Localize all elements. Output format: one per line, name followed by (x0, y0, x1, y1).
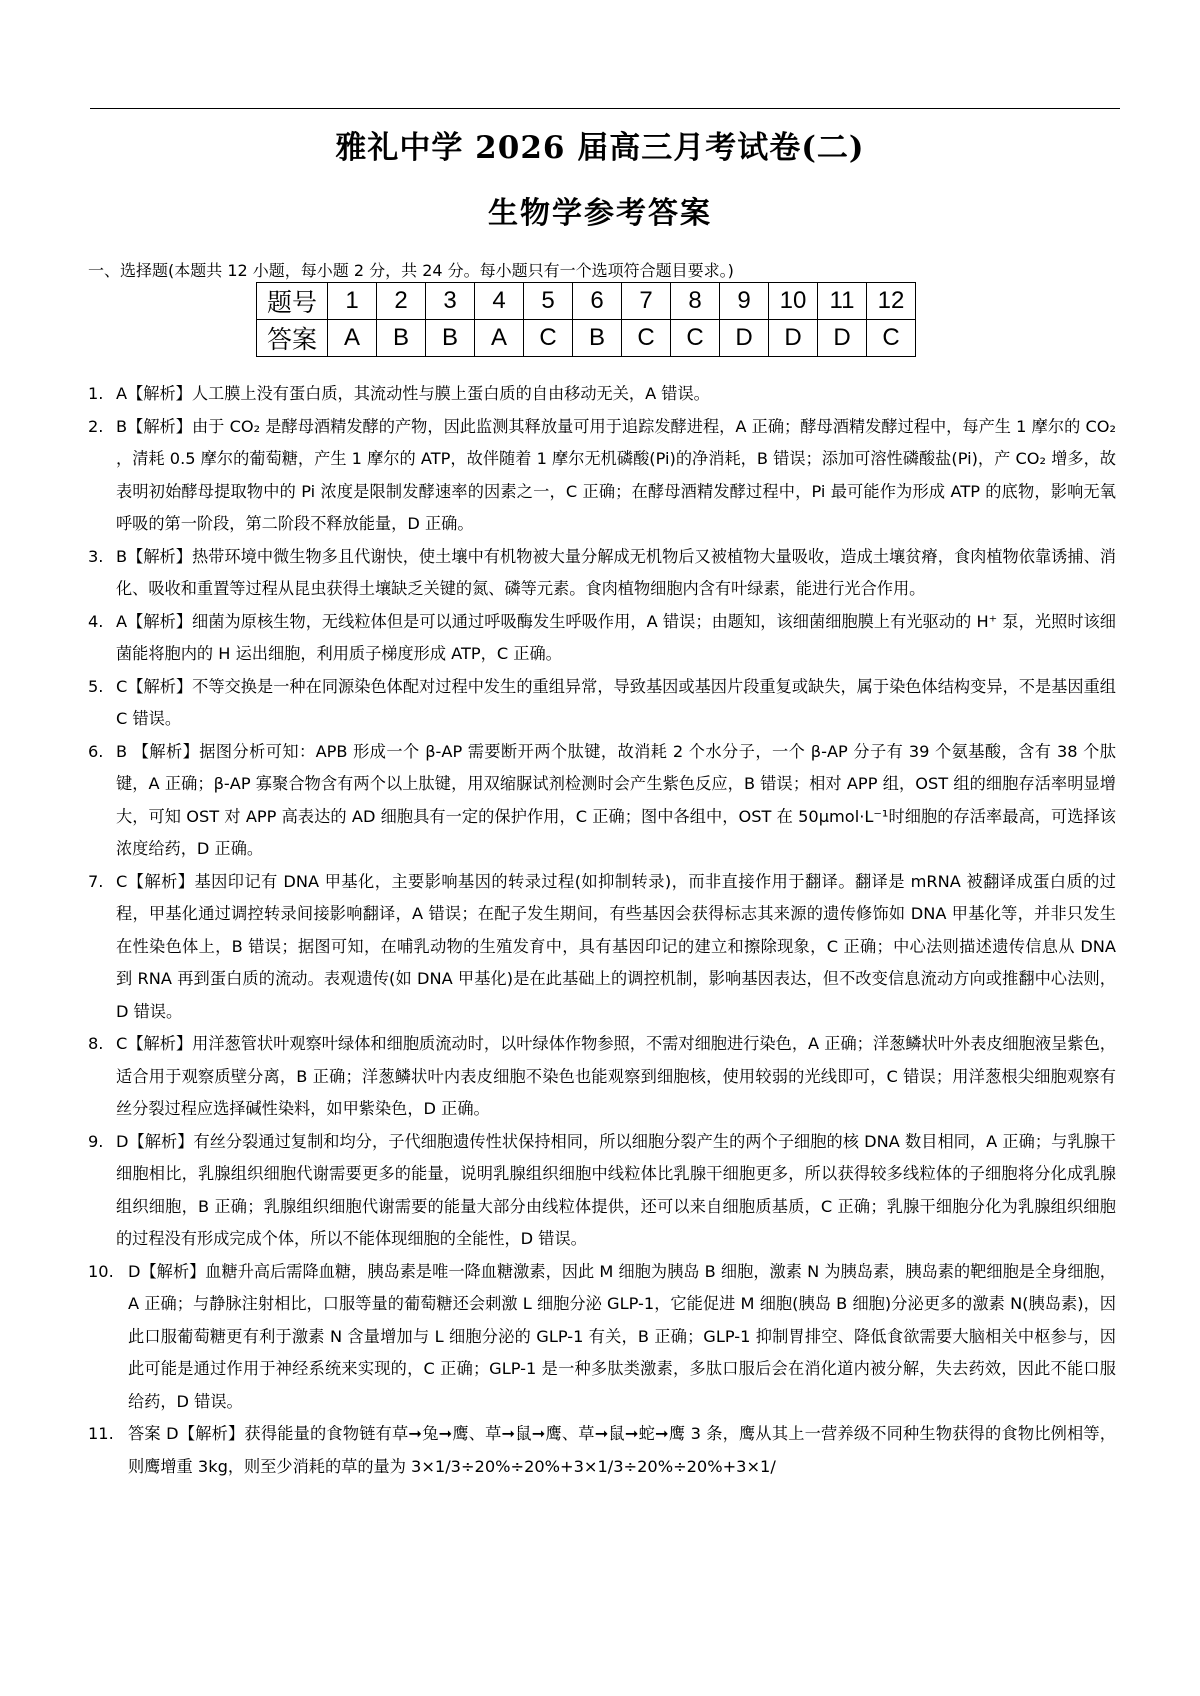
item-text: C【解析】用洋葱管状叶观察叶绿体和细胞质流动时，以叶绿体作物参照，不需对细胞进行染色，A 正确；洋葱鳞状叶外表皮细胞液呈紫色，适合用于观察质壁分离，B 正确；洋葱鳞状叶内表皮细胞不染色也能观察到细胞核，使用较弱的光线即可，C 错误；用洋葱根尖细胞观察有丝分裂过程应选择碱性染料，如甲紫染色，D 正确。 (116, 1034, 1116, 1118)
explanation-item (88, 1418, 1116, 1483)
answer-cell: D (769, 320, 818, 357)
row-label-answer: 答案 (257, 320, 328, 357)
answer-cell: B (377, 320, 426, 357)
question-number: 10 (769, 283, 818, 320)
item-number: 9. (88, 1131, 104, 1151)
question-number: 1 (328, 283, 377, 320)
explanation-item (88, 411, 1116, 541)
explanation-item (88, 866, 1116, 1029)
answer-cell: D (818, 320, 867, 357)
item-number: 1. (88, 384, 104, 403)
item-number: 5. (88, 676, 104, 696)
explanation-item (88, 1256, 1116, 1419)
answer-cell: C (524, 320, 573, 357)
question-number: 2 (377, 283, 426, 320)
answer-cell: C (867, 320, 916, 357)
item-number: 10. (88, 1261, 114, 1281)
item-text: D【解析】有丝分裂通过复制和均分，子代细胞遗传性状保持相同，所以细胞分裂产生的两个子细胞的核 DNA 数目相同，A 正确；与乳腺干细胞相比，乳腺组织细胞代谢需要更多的能量，说明乳腺组织细胞中线粒体比乳腺干细胞更多，所以获得较多线粒体的子细胞将分化成乳腺组织细胞，B 正确；乳腺组织细胞代谢需要的能量大部分由线粒体提供，还可以来自细胞质基质，C 正确；乳腺干细胞分化为乳腺组织细胞的过程没有形成完成个体，所以不能体现细胞的全能性，D 错误。 (116, 1131, 1116, 1248)
question-number-row (257, 283, 916, 320)
item-text: B 【解析】据图分析可知：APB 形成一个 β-AP 需要断开两个肽键，故消耗 2 个水分子，一个 β-AP 分子有 39 个氨基酸，含有 38 个肽键，A 正确；β-AP 寡聚合物含有两个以上肽键，用双缩脲试剂检测时会产生紫色反应，B 错误；相对 APP 组，OST 组的细胞存活率明显增大，可知 OST 对 APP 高表达的 AD 细胞具有一定的保护作用，C 正确；图中各组中，OST 在 50μmol·L⁻¹时细胞的存活率最高，可选择该浓度给药，D 正确。 (116, 741, 1117, 858)
item-text: B【解析】热带环境中微生物多且代谢快，使土壤中有机物被大量分解成无机物后又被植物大量吸收，造成土壤贫瘠，食肉植物依靠诱捕、消化、吸收和重置等过程从昆虫获得土壤缺乏关键的氮、磷等元素。食肉植物细胞内含有叶绿素，能进行光合作用。 (116, 546, 1116, 598)
item-text: C【解析】不等交换是一种在同源染色体配对过程中发生的重组异常，导致基因或基因片段重复或缺失，属于染色体结构变异，不是基因重组 C 错误。 (116, 676, 1116, 728)
item-text: C【解析】基因印记有 DNA 甲基化，主要影响基因的转录过程(如抑制转录)，而非直接作用于翻译。翻译是 mRNA 被翻译成蛋白质的过程，甲基化通过调控转录间接影响翻译，A 错误；在配子发生期间，有些基因会获得标志其来源的遗传修饰如 DNA 甲基化等，并非只发生在性染色体上，B 错误；据图可知，在哺乳动物的生殖发育中，具有基因印记的建立和擦除现象，C 正确；中心法则描述遗传信息从 DNA 到 RNA 再到蛋白质的流动。表观遗传(如 DNA 甲基化)是在此基础上的调控机制，影响基因表达，但不改变信息流动方向或推翻中心法则，D 错误。 (116, 871, 1116, 1021)
answer-cell: B (573, 320, 622, 357)
explanation-item (88, 736, 1116, 866)
answer-cell: B (426, 320, 475, 357)
answer-row (257, 320, 916, 357)
item-number: 11. (88, 1424, 114, 1443)
question-number: 5 (524, 283, 573, 320)
explanation-item (88, 671, 1116, 736)
question-number: 12 (867, 283, 916, 320)
item-number: 3. (88, 546, 104, 566)
question-number: 7 (622, 283, 671, 320)
explanation-list (88, 378, 1116, 1483)
question-number: 4 (475, 283, 524, 320)
top-rule (90, 108, 1120, 109)
item-text: B【解析】由于 CO₂ 是酵母酒精发酵的产物，因此监测其释放量可用于追踪发酵进程，A 正确；酵母酒精发酵过程中，每产生 1 摩尔的 CO₂ ，清耗 0.5 摩尔的葡萄糖，产生 1 摩尔的 ATP，故伴随着 1 摩尔无机磷酸(Pi)的净消耗，B 错误；添加可溶性磷酸盐(Pi)，产 CO₂ 增多，故表明初始酵母提取物中的 Pi 浓度是限制发酵速率的因素之一，C 正确；在酵母酒精发酵过程中，Pi 最可能作为形成 ATP 的底物，影响无氧呼吸的第一阶段，第二阶段不释放能量，D 正确。 (116, 416, 1116, 533)
item-number: 4. (88, 611, 104, 631)
question-number: 8 (671, 283, 720, 320)
explanation-item (88, 1126, 1116, 1256)
item-text: D【解析】血糖升高后需降血糖，胰岛素是唯一降血糖激素，因此 M 细胞为胰岛 B 细胞，激素 N 为胰岛素，胰岛素的靶细胞是全身细胞，A 正确；与静脉注射相比，口服等量的葡萄糖还会刺激 L 细胞分泌 GLP-1，它能促进 M 细胞(胰岛 B 细胞)分泌更多的激素 N(胰岛素)，因此口服葡萄糖更有利于激素 N 含量增加与 L 细胞分泌的 GLP-1 有关，B 正确；GLP-1 抑制胃排空、降低食欲需要大脑相关中枢参与，因此可能是通过作用于神经系统来实现的，C 正确；GLP-1 是一种多肽类激素，多肽口服后会在消化道内被分解，失去药效，因此不能口服给药，D 错误。 (128, 1261, 1116, 1411)
question-number: 9 (720, 283, 769, 320)
answer-cell: C (622, 320, 671, 357)
answer-cell: C (671, 320, 720, 357)
question-number: 6 (573, 283, 622, 320)
answer-cell: D (720, 320, 769, 357)
answer-table (256, 282, 916, 357)
explanation-item (88, 378, 1116, 411)
row-label-number: 题号 (257, 283, 328, 320)
item-number: 6. (88, 741, 104, 761)
item-number: 8. (88, 1034, 104, 1053)
item-text: A【解析】人工膜上没有蛋白质，其流动性与膜上蛋白质的自由移动无关，A 错误。 (116, 384, 710, 403)
explanation-item (88, 541, 1116, 606)
item-text: A【解析】细菌为原核生物，无线粒体但是可以通过呼吸酶发生呼吸作用，A 错误；由题知，该细菌细胞膜上有光驱动的 H⁺ 泵，光照时该细菌能将胞内的 H 运出细胞，利用质子梯度形成 ATP，C 正确。 (116, 611, 1116, 663)
page-subtitle: 生物学参考答案 (488, 196, 712, 231)
section-heading: 一、选择题(本题共 12 小题，每小题 2 分，共 24 分。每小题只有一个选项符合题目要求。) (88, 261, 734, 280)
explanation-item (88, 606, 1116, 671)
question-number: 11 (818, 283, 867, 320)
page-title: 雅礼中学 2026 届高三月考试卷(二) (335, 130, 865, 166)
answer-cell: A (328, 320, 377, 357)
answer-cell: A (475, 320, 524, 357)
item-number: 2. (88, 416, 104, 436)
item-number: 7. (88, 871, 104, 891)
question-number: 3 (426, 283, 475, 320)
explanation-item (88, 1028, 1116, 1126)
item-text: 答案 D【解析】获得能量的食物链有草➞兔➞鹰、草➞鼠➞鹰、草➞鼠➞蛇➞鹰 3 条，鹰从其上一营养级不同种生物获得的食物比例相等，则鹰增重 3kg，则至少消耗的草的量为 3×1/3÷20%÷20%+3×1/3÷20%÷20%+3×1/ (128, 1424, 1116, 1476)
